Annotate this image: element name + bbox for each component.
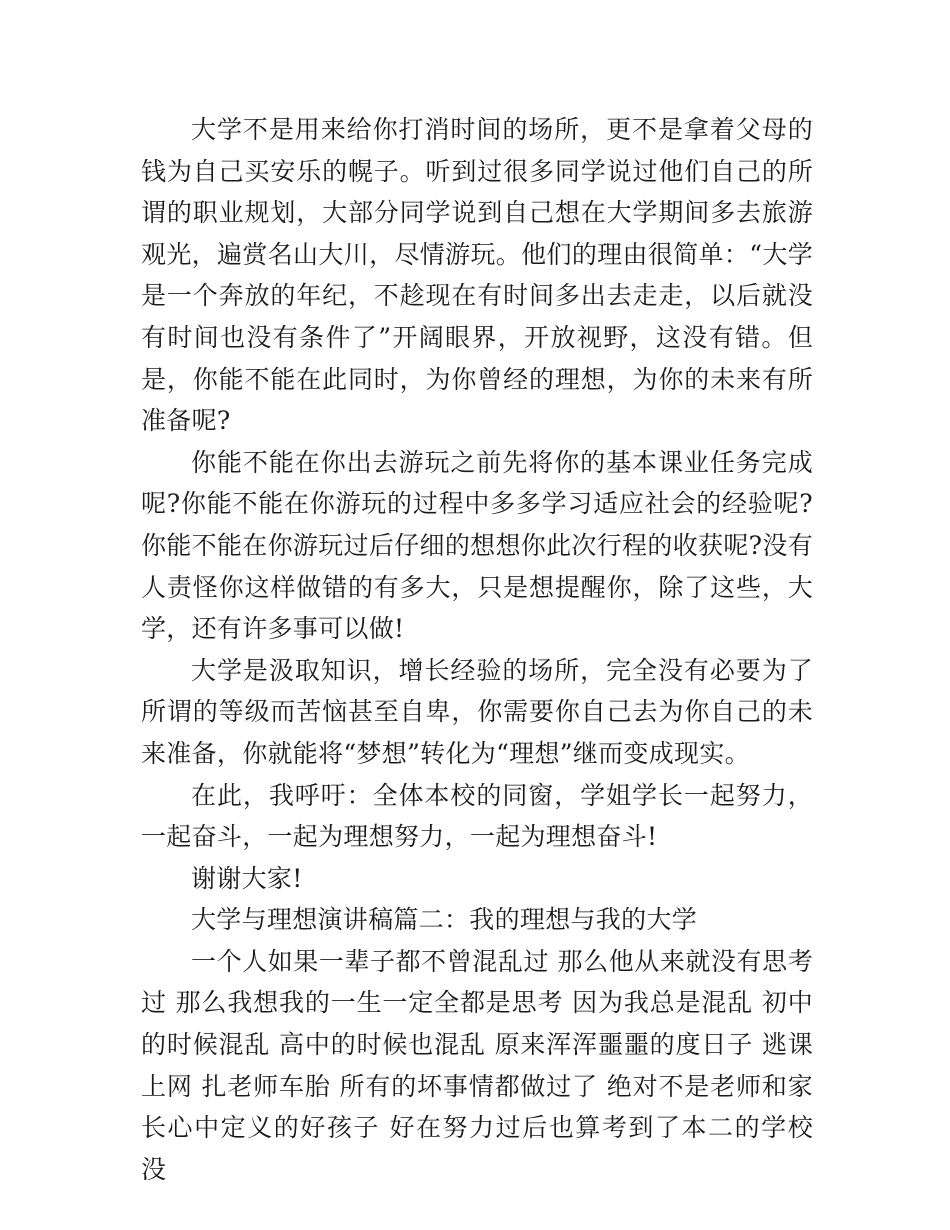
paragraph-7: 一个人如果一辈子都不曾混乱过 那么他从来就没有思考过 那么我想我的一生一定全都是思考 因为我总是混乱 初中的时候混乱 高中的时候也混乱 原来浑浑噩噩的度日子 逃课上网 扎老师车胎 所有的坏事情都做过了 绝对不是老师和家长心中定义的好孩子 好在努力过后也算考到了本二的学校 没: [141, 946, 813, 1184]
section-heading: 大学与理想演讲稿篇二：我的理想与我的大学: [191, 905, 698, 935]
paragraph-4: 在此，我呼吁：全体本校的同窗，学姐学长一起努力，一起奋斗，一起为理想努力，一起为理想奋斗!: [141, 780, 813, 852]
paragraph-1: 大学不是用来给你打消时间的场所，更不是拿着父母的钱为自己买安乐的幌子。听到过很多同学说过他们自己的所谓的职业规划，大部分同学说到自己想在大学期间多去旅游观光，遍赏名山大川，尽情游玩。他们的理由很简单：“大学是一个奔放的年纪，不趁现在有时间多出去走走，以后就没有时间也没有条件了”开阔眼界，开放视野，这没有错。但是，你能不能在此同时，为你曾经的理想，为你的未来有所准备呢?: [141, 115, 813, 436]
paragraph-2: 你能不能在你出去游玩之前先将你的基本课业任务完成呢?你能不能在你游玩的过程中多多学习适应社会的经验呢?你能不能在你游玩过后仔细的想想你此次行程的收获呢?没有人责怪你这样做错的有多大，只是想提醒你，除了这些，大学，还有许多事可以做!: [141, 447, 813, 644]
closing-thanks: 谢谢大家!: [191, 863, 303, 893]
document-body: [141, 109, 813, 1190]
paragraph-3: 大学是汲取知识，增长经验的场所，完全没有必要为了所谓的等级而苦恼甚至自卑，你需要你自己去为你自己的未来准备，你就能将“梦想”转化为“理想”继而变成现实。: [141, 655, 813, 768]
